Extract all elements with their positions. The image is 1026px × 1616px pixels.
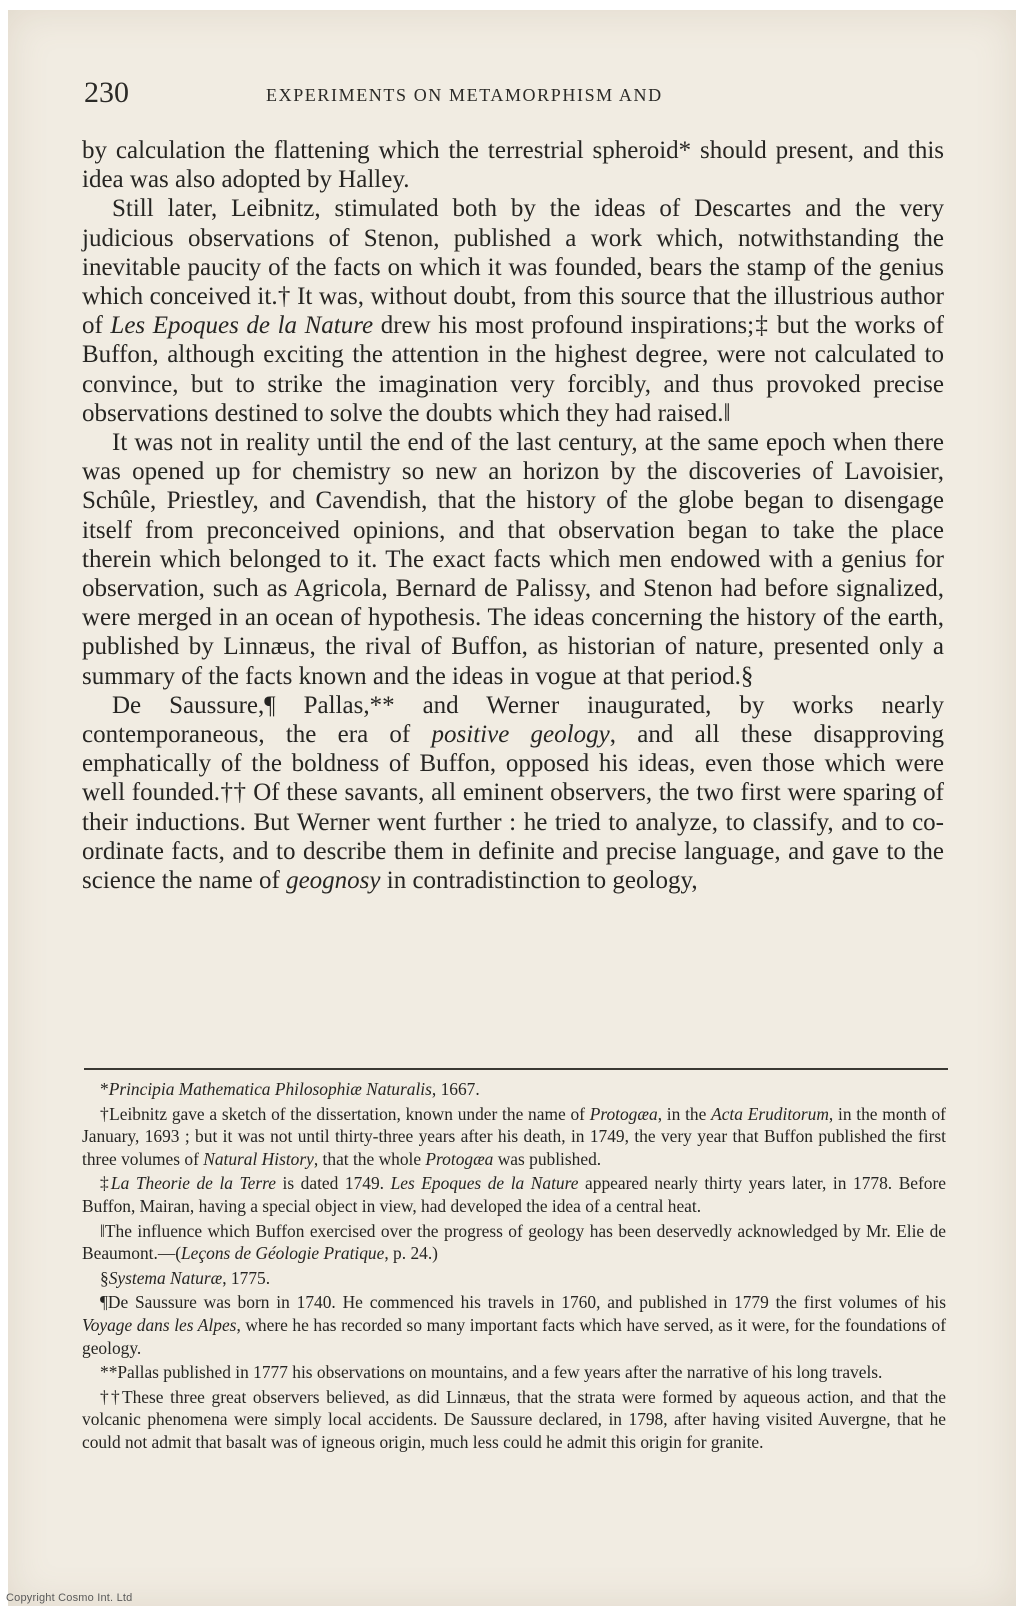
footnote-mark: * (100, 1079, 109, 1099)
footnote-3 (82, 1172, 946, 1217)
footnote-mark: †† (100, 1386, 122, 1407)
footnote-mark: ¶ (100, 1292, 108, 1313)
footnote-1 (82, 1078, 946, 1101)
paragraph-2-italic-title: Les Epoques de la Nature (110, 312, 374, 340)
footnote-4-italic-lecons: Leçons de Géologie Pratique (181, 1243, 385, 1264)
footnote-2-italic-protogaea-2: Protogæa (425, 1148, 494, 1169)
book-page (8, 10, 1016, 1606)
paragraph-4-italic-positive-geology: positive geology (431, 721, 610, 749)
paragraph-4-italic-geognosy: geognosy (286, 867, 381, 895)
main-text (82, 136, 944, 895)
footnote-2-part-g: , that the whole (313, 1148, 426, 1169)
running-header (84, 76, 944, 116)
paragraph-4-part-a: De Saussure,¶ Pallas,** and Werner inaugurated, by works nearly contemporaneous, the era of (82, 691, 944, 749)
paragraph-1: by calculation the flattening which the terrestrial spheroid* should present, and this idea was also adopted by Halley. (82, 137, 944, 194)
page-number: 230 (84, 76, 129, 109)
paragraph-2-part-c: drew his most profound inspirations;‡ but the works of Buffon, although exciting the attention in the highest degree, were not calculated to convince, but to strike the imagination very forcibly, and thus provoked precise observations destined to solve the doubts which they had raised.‖ (82, 312, 945, 427)
paragraph-4-part-e: in contradistinction to geology, (380, 867, 698, 895)
footnote-6-italic-voyage: Voyage dans les Alpes (82, 1314, 237, 1335)
footnote-2-italic-acta: Acta Eruditorum (711, 1103, 829, 1124)
footnote-5 (82, 1267, 946, 1290)
footnote-3-italic-epoques: Les Epoques de la Nature (390, 1173, 579, 1194)
footnote-1-rest: , 1667. (431, 1079, 480, 1099)
footnote-6-part-a: De Saussure was born in 1740. He commenced his travels in 1760, and published in 1779 the first volumes of his (107, 1292, 946, 1313)
footnote-1-title: Principia Mathematica Philosophiæ Naturalis (108, 1079, 432, 1099)
footnote-6 (82, 1291, 946, 1359)
footnote-7-text: Pallas published in 1777 his observations on mountains, and a few years after the narrative of his long travels. (117, 1362, 883, 1383)
footnote-8-text: These three great observers believed, as did Linnæus, that the strata were formed by aqueous action, and that the volcanic phenomena were simply local accidents. De Saussure declared, in 1798, after having visited Auvergne, that he could not admit that basalt was of igneous origin, much less could he admit this origin for granite. (82, 1386, 947, 1452)
footnote-2-italic-natural-history: Natural History (203, 1148, 314, 1169)
paragraph-4 (82, 691, 944, 895)
footnote-mark: ‖ (100, 1220, 105, 1241)
footnote-divider (84, 1068, 948, 1070)
copyright-watermark: Copyright Cosmo Int. Ltd (6, 1592, 133, 1604)
footnote-5-part-b: , 1775. (222, 1267, 271, 1288)
footnote-4-part-c: , p. 24.) (384, 1243, 438, 1264)
footnote-mark: ** (100, 1362, 118, 1383)
footnote-3-part-d: appeared nearly thirty years later, in 1778. Before Buffon, Mairan, having a special object in view, had developed the idea of a central heat. (82, 1173, 947, 1216)
footnote-mark: † (100, 1103, 110, 1124)
footnote-2 (82, 1103, 946, 1171)
footnote-4-part-a: The influence which Buffon exercised over the progress of geology has been deservedly acknowledged by Mr. Elie de Beaumont.—( (82, 1220, 946, 1264)
footnote-3-part-b: is dated 1749. (275, 1173, 391, 1194)
footnote-8 (82, 1386, 946, 1454)
footnotes (82, 1078, 946, 1456)
paragraph-2-part-a: Still later, Leibnitz, stimulated both by the ideas of Descartes and the very judicious observations of Stenon, published a work which, notwithstanding the inevitable paucity of the facts on which it was founded, bears the stamp of the genius which conceived it.† It was, without doubt, from this source that the illustrious author of (82, 195, 944, 340)
footnote-3-italic-theorie: La Theorie de la Terre (110, 1173, 276, 1194)
footnote-mark: § (100, 1267, 109, 1288)
footnote-mark: ‡ (100, 1173, 111, 1194)
footnote-2-part-c: , in the (657, 1103, 712, 1124)
footnote-2-part-e: , in the month of January, 1693 ; but it was not until thirty-three years after his death, in 1749, the very year that Buffon published the first three volumes of (82, 1103, 946, 1169)
paragraph-3: It was not in reality until the end of the last century, at the same epoch when there was opened up for chemistry so new an horizon by the discoveries of Lavoisier, Schûle, Priestley, and Cavendish, that the history of the globe began to disengage itself from preconceived opinions, and that observation began to take the place therein which belonged to it. The exact facts which men endowed with a genius for observation, such as Agricola, Bernard de Palissy, and Stenon had before signalized, were merged in an ocean of hypothesis. The ideas concerning the history of the earth, published by Linnæus, the rival of Buffon, as historian of nature, presented only a summary of the facts known and the ideas in vogue at that period.§ (82, 429, 944, 690)
footnote-7 (82, 1361, 946, 1384)
paragraph-2 (82, 194, 944, 428)
paragraph-4-part-c: , and all these disapproving emphatically of the boldness of Buffon, opposed his ideas, even those which were well founded.†† Of these savants, all eminent observers, the two first were sparing of their inductions. But Werner went further : he tried to analyze, to classify, and to co-ordinate facts, and to describe them in definite and precise language, and gave to the science the name of (82, 721, 945, 895)
footnote-5-italic-systema: Systema Naturæ (108, 1267, 223, 1288)
footnote-2-part-a: Leibnitz gave a sketch of the dissertation, known under the name of (109, 1103, 590, 1124)
footnote-2-part-i: was published. (493, 1148, 602, 1169)
running-title: EXPERIMENTS ON METAMORPHISM AND (266, 85, 663, 105)
footnote-6-part-c: , where he has recorded so many important facts which have served, as it were, for the foundations of geology. (82, 1314, 946, 1358)
footnote-2-italic-protogaea: Protogæa (589, 1103, 658, 1124)
footnote-4 (82, 1220, 946, 1265)
